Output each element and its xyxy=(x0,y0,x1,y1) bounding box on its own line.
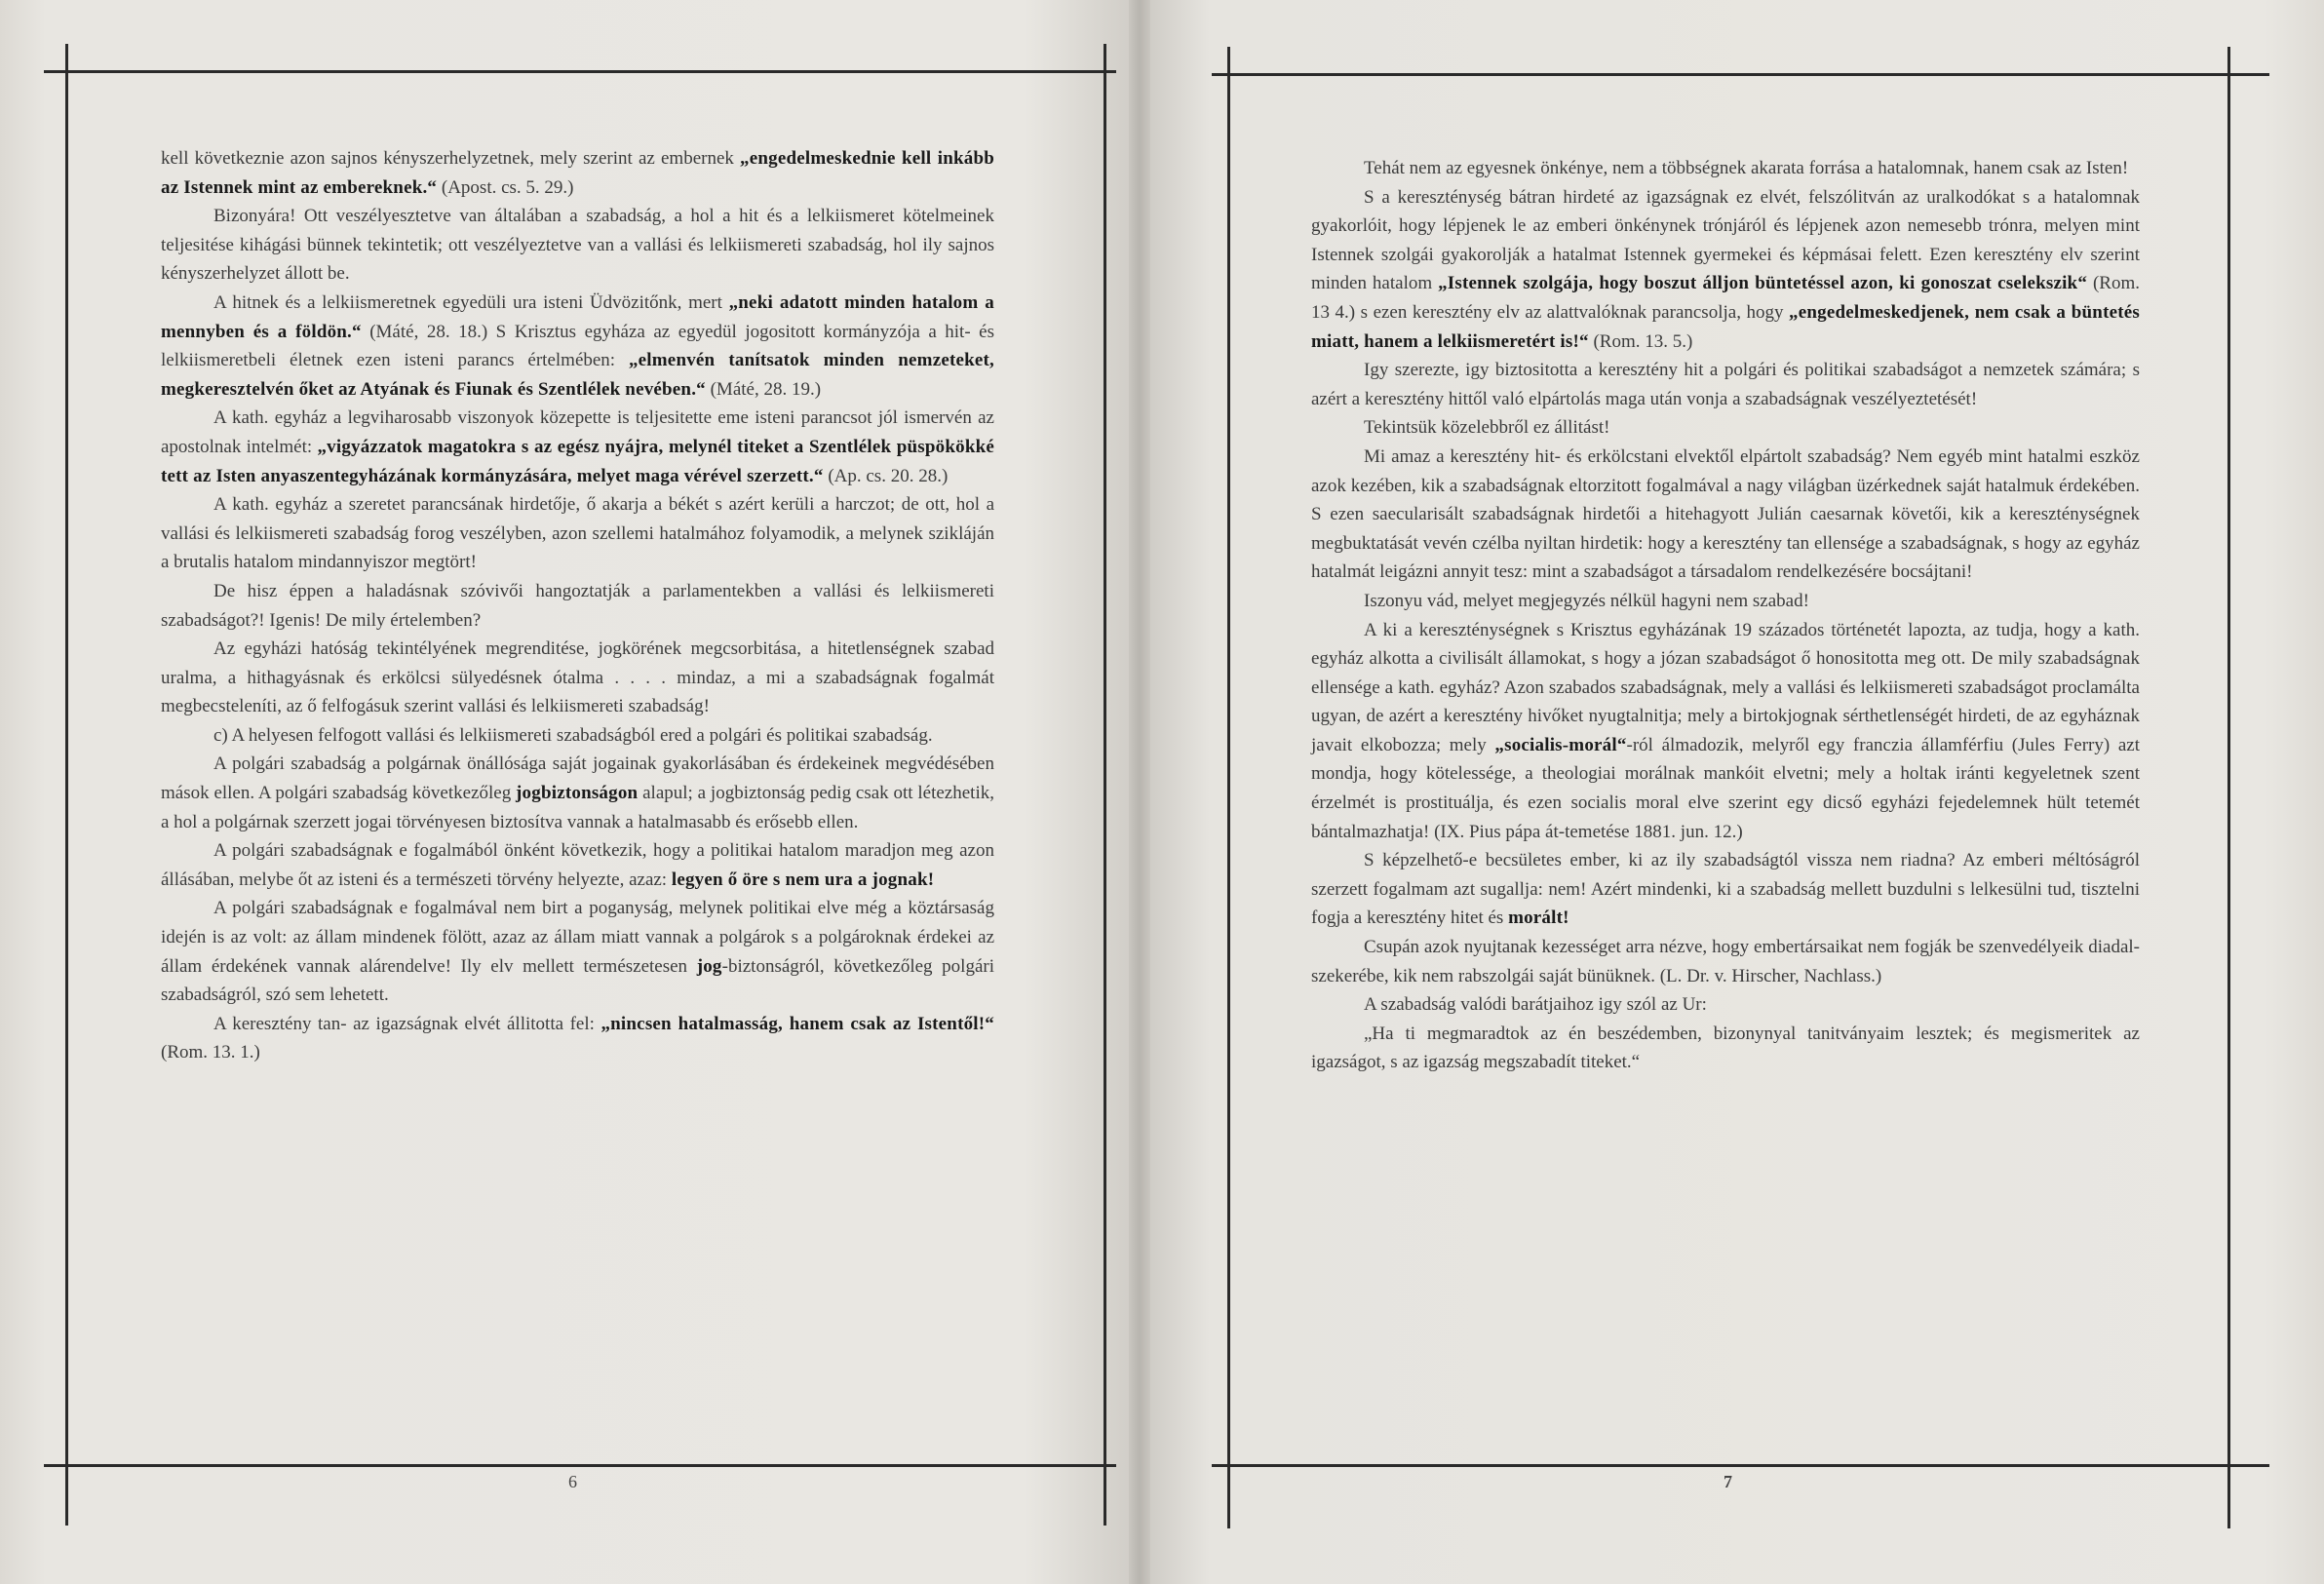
paragraph: Tekintsük közelebbről ez állitást! xyxy=(1364,417,1610,439)
right-page-body xyxy=(1311,154,2140,1077)
paragraph: S a kereszténység bátran hirdeté az igazságnak ez elvét, felszólitván az uralkodókat s a hatalomnak gyakorlóit, hogy lépjenek le az emberi önkénynek trónjáról és lépjenek azon nemesebb trónra, melyen mint Istennek szolgái gyakorolják a hatalmat Istennek gyermekei és képmásai felett. Ezen keresztény elv szerint minden hatalom „Istennek szolgája, hogy boszut álljon büntetéssel azon, ki gonoszat cselekszik“ (Rom. 13 4.) s ezen keresztény elv az alattvalóknak parancsolja, hogy „engedelmeskedjenek, nem csak a büntetés miatt, hanem a lelkiismeretért is!“ (Rom. 13. 5.) xyxy=(1311,186,2141,352)
paragraph: Az egyházi hatóság tekintélyének megrenditése, jogkörének megcsorbitása, a hitetlenségnek szabad uralma, a hithagyásnak és erkölcsi sülyedésnek ótalma . . . . mindaz, a mi a szabadságnak fogalmát megbecsteleníti, az ő felfogásuk szerint vallási és lelkiismereti szabadság! xyxy=(161,638,994,717)
right-border-line xyxy=(2227,47,2230,1528)
left-page xyxy=(0,0,1139,1584)
emphasized-text: morált! xyxy=(1508,908,1569,929)
paragraph: A kath. egyház a szeretet parancsának hirdetője, ő akarja a békét s azért kerüli a harczot; de ott, hol a vallási és lelkiismereti szabadság forog veszélyben, azon szellemi hatalmához folyamodik, a melynek szikláján a brutalis hatalom mindannyiszor megtört! xyxy=(161,494,994,573)
emphasized-text: „socialis-morál“ xyxy=(1494,734,1627,755)
paragraph: „Ha ti megmaradtok az én beszédemben, bizonynyal tanitványaim lesztek; és megismeritek az igazságot, s az igazság megszabadít titeket.“ xyxy=(1311,1023,2140,1073)
paragraph: Iszonyu vád, melyet megjegyzés nélkül hagyni nem szabad! xyxy=(1364,590,1809,611)
top-rule xyxy=(1212,73,2269,76)
paragraph: A ki a kereszténységnek s Krisztus egyházának 19 százados történetét lapozta, az tudja, hogy a kath. egyház alkotta a civilisált államokat, s hogy a józan szabadságot ő honositotta meg ott. De mily szabadságnak ellensége a kath. egyház? Azon szabados szabadságnak, mely a vallási és lelkiismereti szabadságot proclamálta ugyan, de azért a keresztény hivőket nyugtalnitja; mely a birtokjognak sérthetlenségét hirdeti, de az egyháznak javait elkobozza; mely „socialis-morál“-ról álmadozik, melyről egy franczia államférfiu (Jules Ferry) azt mondja, hogy kötelessége, a theologiai morálnak mankóit elvetni; mely a holtak iránti kegyeletnek szent érzelmét is prostituálja, és ezen socialis moral elve szerint egy dicső egyházi fejedelemnek hült tetemét bántalmazhatja! (IX. Pius pápa át-temetése 1881. jun. 12.) xyxy=(1311,619,2140,842)
paragraph: A polgári szabadságnak e fogalmával nem birt a poganyság, melynek politikai elve még a köztársaság idején is az volt: az állam mindenek fölött, azaz az állam miatt vannak a polgárok s a polgároknak érdekei az állam érdekének vannak alárendelve! Ily elv mellett természetesen jog-biztonságról, következőleg polgári szabadságról, szó sem lehetett. xyxy=(161,898,994,1006)
bottom-rule xyxy=(1212,1464,2269,1467)
paragraph: A polgári szabadságnak e fogalmából önként következik, hogy a politikai hatalom maradjon meg azon állásában, melybe őt az isteni és a természeti törvény helyezte, azaz: legyen ő öre s nem ura a jognak! xyxy=(161,840,994,890)
paragraph: A szabadság valódi barátjaihoz igy szól az Ur: xyxy=(1364,994,1707,1016)
paragraph: kell következnie azon sajnos kényszerhelyzetnek, mely szerint az embernek „engedelmeskednie kell inkább az Istennek mint az embereknek.“ (Apost. cs. 5. 29.) xyxy=(161,148,994,198)
emphasized-text: „engedelmeskedjenek, nem csak a büntetés miatt, hanem a lelkiismeretért is!“ xyxy=(1311,301,2140,352)
paragraph: S képzelhető-e becsületes ember, ki az ily szabadságtól vissza nem riadna? Az emberi méltóságról szerzett fogalmam azt sugallja: nem! Azért mindenki, ki a szabadság mellett buzdulni s lelkesülni tud, tisztelni fogja a keresztény hitet és morált! xyxy=(1311,850,2140,929)
paragraph: A polgári szabadság a polgárnak önállósága saját jogainak gyakorlásában és érdekeinek megvédésében mások ellen. A polgári szabadság következőleg jogbiztonságon alapul; a jogbiztonság pedig csak ott létezhetik, a hol a polgárnak szerzett jogai törvényesen biztosítva vannak a hatalmasabb és erősebb ellen. xyxy=(161,753,994,832)
paragraph: c) A helyesen felfogott vallási és lelkiismereti szabadságból ered a polgári és politikai szabadság. xyxy=(213,724,933,746)
paragraph: Bizonyára! Ott veszélyesztetve van általában a szabadság, a hol a hit és a lelkiismeret kötelmeinek teljesitése kihágási bünnek tekintetik; ott veszélyeztetve van a vallási és lelkiismereti szabadság, hol ily sajnos kényszerhelyzet állott be. xyxy=(161,206,994,285)
bottom-rule xyxy=(44,1464,1116,1467)
emphasized-text: „elmenvén tanítsatok minden nemzeteket, megkeresztelvén őket az Atyának és Fiunak és Szentlélek nevében.“ xyxy=(161,350,994,400)
paragraph: A keresztény tan- az igazságnak elvét állitotta fel: „nincsen hatalmasság, hanem csak az Istentől!“ (Rom. 13. 1.) xyxy=(161,1013,995,1063)
page-number-right: 7 xyxy=(1724,1472,1732,1491)
paragraph: Igy szerezte, igy biztositotta a keresztény hit a polgári és politikai szabadságot a nemzetek számára; s azért a keresztény hittől való elpártolás maga után vonja a szabadságnak veszélyeztetését! xyxy=(1311,360,2140,409)
top-rule xyxy=(44,70,1116,73)
page-number-left: 6 xyxy=(568,1472,577,1491)
paragraph: A kath. egyház a legviharosabb viszonyok közepette is teljesitette eme isteni parancsot jól ismervén az apostolnak intelmét: „vigyázzatok magatokra s az egész nyájra, melynél titeket a Szentlélek püspökökké tett az Isten anyaszentegyházának kormányzására, melyet maga vérével szerzett.“ (Ap. cs. 20. 28.) xyxy=(161,407,994,486)
emphasized-text: „nincsen hatalmasság, hanem csak az Istentől!“ xyxy=(600,1013,995,1034)
right-page xyxy=(1139,0,2324,1584)
emphasized-text: jogbiztonságon xyxy=(516,783,639,804)
left-page-body xyxy=(161,144,994,1067)
left-border-line xyxy=(1227,47,1230,1528)
paragraph: Csupán azok nyujtanak kezességet arra nézve, hogy embertársaikat nem fogják be szenvedélyeik diadal-szekerébe, kik nem rabszolgái saját bünüknek. (L. Dr. v. Hirscher, Nachlass.) xyxy=(1311,937,2140,986)
paragraph: Tehát nem az egyesnek önkénye, nem a többségnek akarata forrása a hatalomnak, hanem csak az Isten! xyxy=(1364,158,2129,178)
emphasized-text: „neki adatott minden hatalom a mennyben és a földön.“ xyxy=(161,291,994,342)
emphasized-text: legyen ő öre s nem ura a jognak! xyxy=(671,869,935,890)
paragraph: A hitnek és a lelkiismeretnek egyedüli ura isteni Üdvözitőnk, mert „neki adatott minden hatalom a mennyben és a földön.“ (Máté, 28. 18.) S Krisztus egyháza az egyedül jogositott kormányzója a hit- és lelkiismeretbeli életnek ezen isteni parancs értelmében: „elmenvén tanítsatok minden nemzeteket, megkeresztelvén őket az Atyának és Fiunak és Szentlélek nevében.“ (Máté, 28. 19.) xyxy=(161,291,994,400)
paragraph: De hisz éppen a haladásnak szóvivői hangoztatják a parlamentekben a vallási és lelkiismereti szabadságot?! Igenis! De mily értelemben? xyxy=(161,580,994,631)
book-gutter xyxy=(1129,0,1150,1584)
emphasized-text: „vigyázzatok magatokra s az egész nyájra, melynél titeket a Szentlélek püspökökké tett az Isten anyaszentegyházának kormányzására, melyet maga vérével szerzett.“ xyxy=(161,436,994,486)
left-border-line xyxy=(65,44,68,1526)
emphasized-text: „Istennek szolgája, hogy boszut álljon büntetéssel azon, ki gonoszat cselekszik“ xyxy=(1438,273,2088,294)
paragraph: Mi amaz a keresztény hit- és erkölcstani elvektől elpártolt szabadság? Nem egyéb mint hatalmi eszköz azok kezében, kik a szabadságnak eltorzitott fogalmával a nagy világban üzérkednek saját hatalmuk érdekében. S ezen saecularisált szabadságnak hirdetői a hitehagyott Julián caesarnak követői, kik a kereszténységnek megbuktatását vevén czélba nyiltan hirdetik: hogy a keresztény tan ellensége a szabadságnak, s hogy az egyház hatalmát leigázni annyit tesz: mint a szabadságot a társadalom rendelkezésére bocsájtani! xyxy=(1311,445,2140,583)
right-border-line xyxy=(1104,44,1106,1526)
emphasized-text: jog xyxy=(696,955,722,977)
emphasized-text: „engedelmeskednie kell inkább az Istennek mint az embereknek.“ xyxy=(161,148,994,198)
